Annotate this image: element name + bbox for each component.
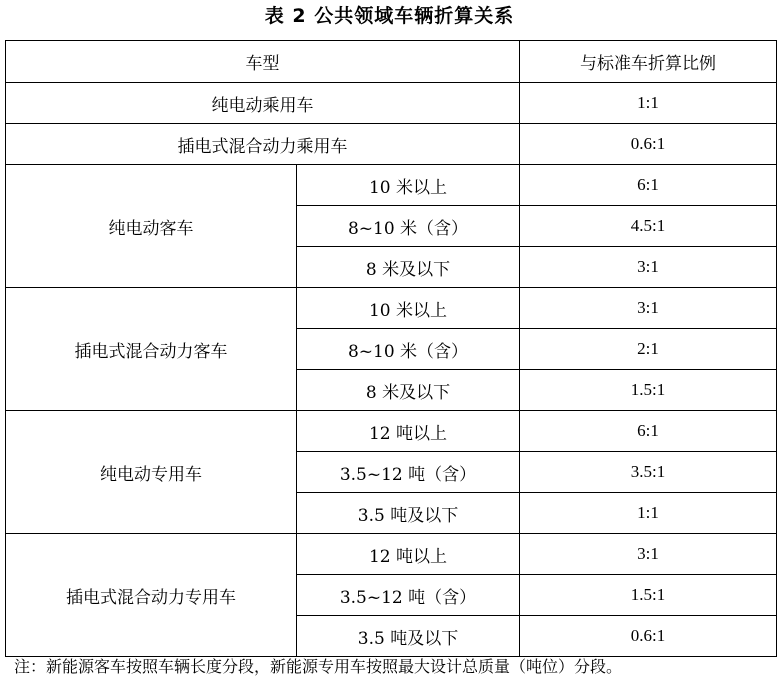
table-row <box>6 124 777 165</box>
ratio-cell: 6:1 <box>520 165 777 206</box>
conversion-table <box>5 40 777 657</box>
table-row <box>6 288 777 329</box>
ratio-cell: 1.5:1 <box>520 575 777 616</box>
table-row <box>6 165 777 206</box>
table-header-row <box>6 41 777 83</box>
ratio-cell: 2:1 <box>520 329 777 370</box>
ratio-cell: 1:1 <box>520 83 777 124</box>
spec-cell: 8 米及以下 <box>297 247 520 288</box>
ratio-cell: 1.5:1 <box>520 370 777 411</box>
header-vehicle-type: 车型 <box>6 41 520 83</box>
ratio-cell: 0.6:1 <box>520 616 777 657</box>
ratio-cell: 0.6:1 <box>520 124 777 165</box>
spec-cell: 12 吨以上 <box>297 411 520 452</box>
ratio-cell: 6:1 <box>520 411 777 452</box>
vehicle-type-cell: 纯电动专用车 <box>6 411 297 534</box>
vehicle-type-cell: 插电式混合动力专用车 <box>6 534 297 657</box>
vehicle-type-cell: 纯电动乘用车 <box>6 83 520 124</box>
spec-cell: 12 吨以上 <box>297 534 520 575</box>
spec-cell: 3.5 吨及以下 <box>297 493 520 534</box>
ratio-cell: 3:1 <box>520 288 777 329</box>
ratio-cell: 4.5:1 <box>520 206 777 247</box>
vehicle-type-cell: 纯电动客车 <box>6 165 297 288</box>
table-row <box>6 534 777 575</box>
spec-cell: 10 米以上 <box>297 288 520 329</box>
table-footnote: 注：新能源客车按照车辆长度分段，新能源专用车按照最大设计总质量（吨位）分段。 <box>14 657 623 676</box>
spec-cell: 10 米以上 <box>297 165 520 206</box>
spec-cell: 3.5~12 吨（含） <box>297 452 520 493</box>
spec-cell: 8~10 米（含） <box>297 206 520 247</box>
spec-cell: 3.5 吨及以下 <box>297 616 520 657</box>
table-row <box>6 411 777 452</box>
header-conversion-ratio: 与标准车折算比例 <box>520 41 777 83</box>
spec-cell: 8 米及以下 <box>297 370 520 411</box>
vehicle-type-cell: 插电式混合动力客车 <box>6 288 297 411</box>
ratio-cell: 3:1 <box>520 247 777 288</box>
spec-cell: 3.5~12 吨（含） <box>297 575 520 616</box>
spec-cell: 8~10 米（含） <box>297 329 520 370</box>
ratio-cell: 3:1 <box>520 534 777 575</box>
ratio-cell: 3.5:1 <box>520 452 777 493</box>
vehicle-type-cell: 插电式混合动力乘用车 <box>6 124 520 165</box>
table-row <box>6 83 777 124</box>
ratio-cell: 1:1 <box>520 493 777 534</box>
table-title: 表 2 公共领域车辆折算关系 <box>264 5 515 27</box>
